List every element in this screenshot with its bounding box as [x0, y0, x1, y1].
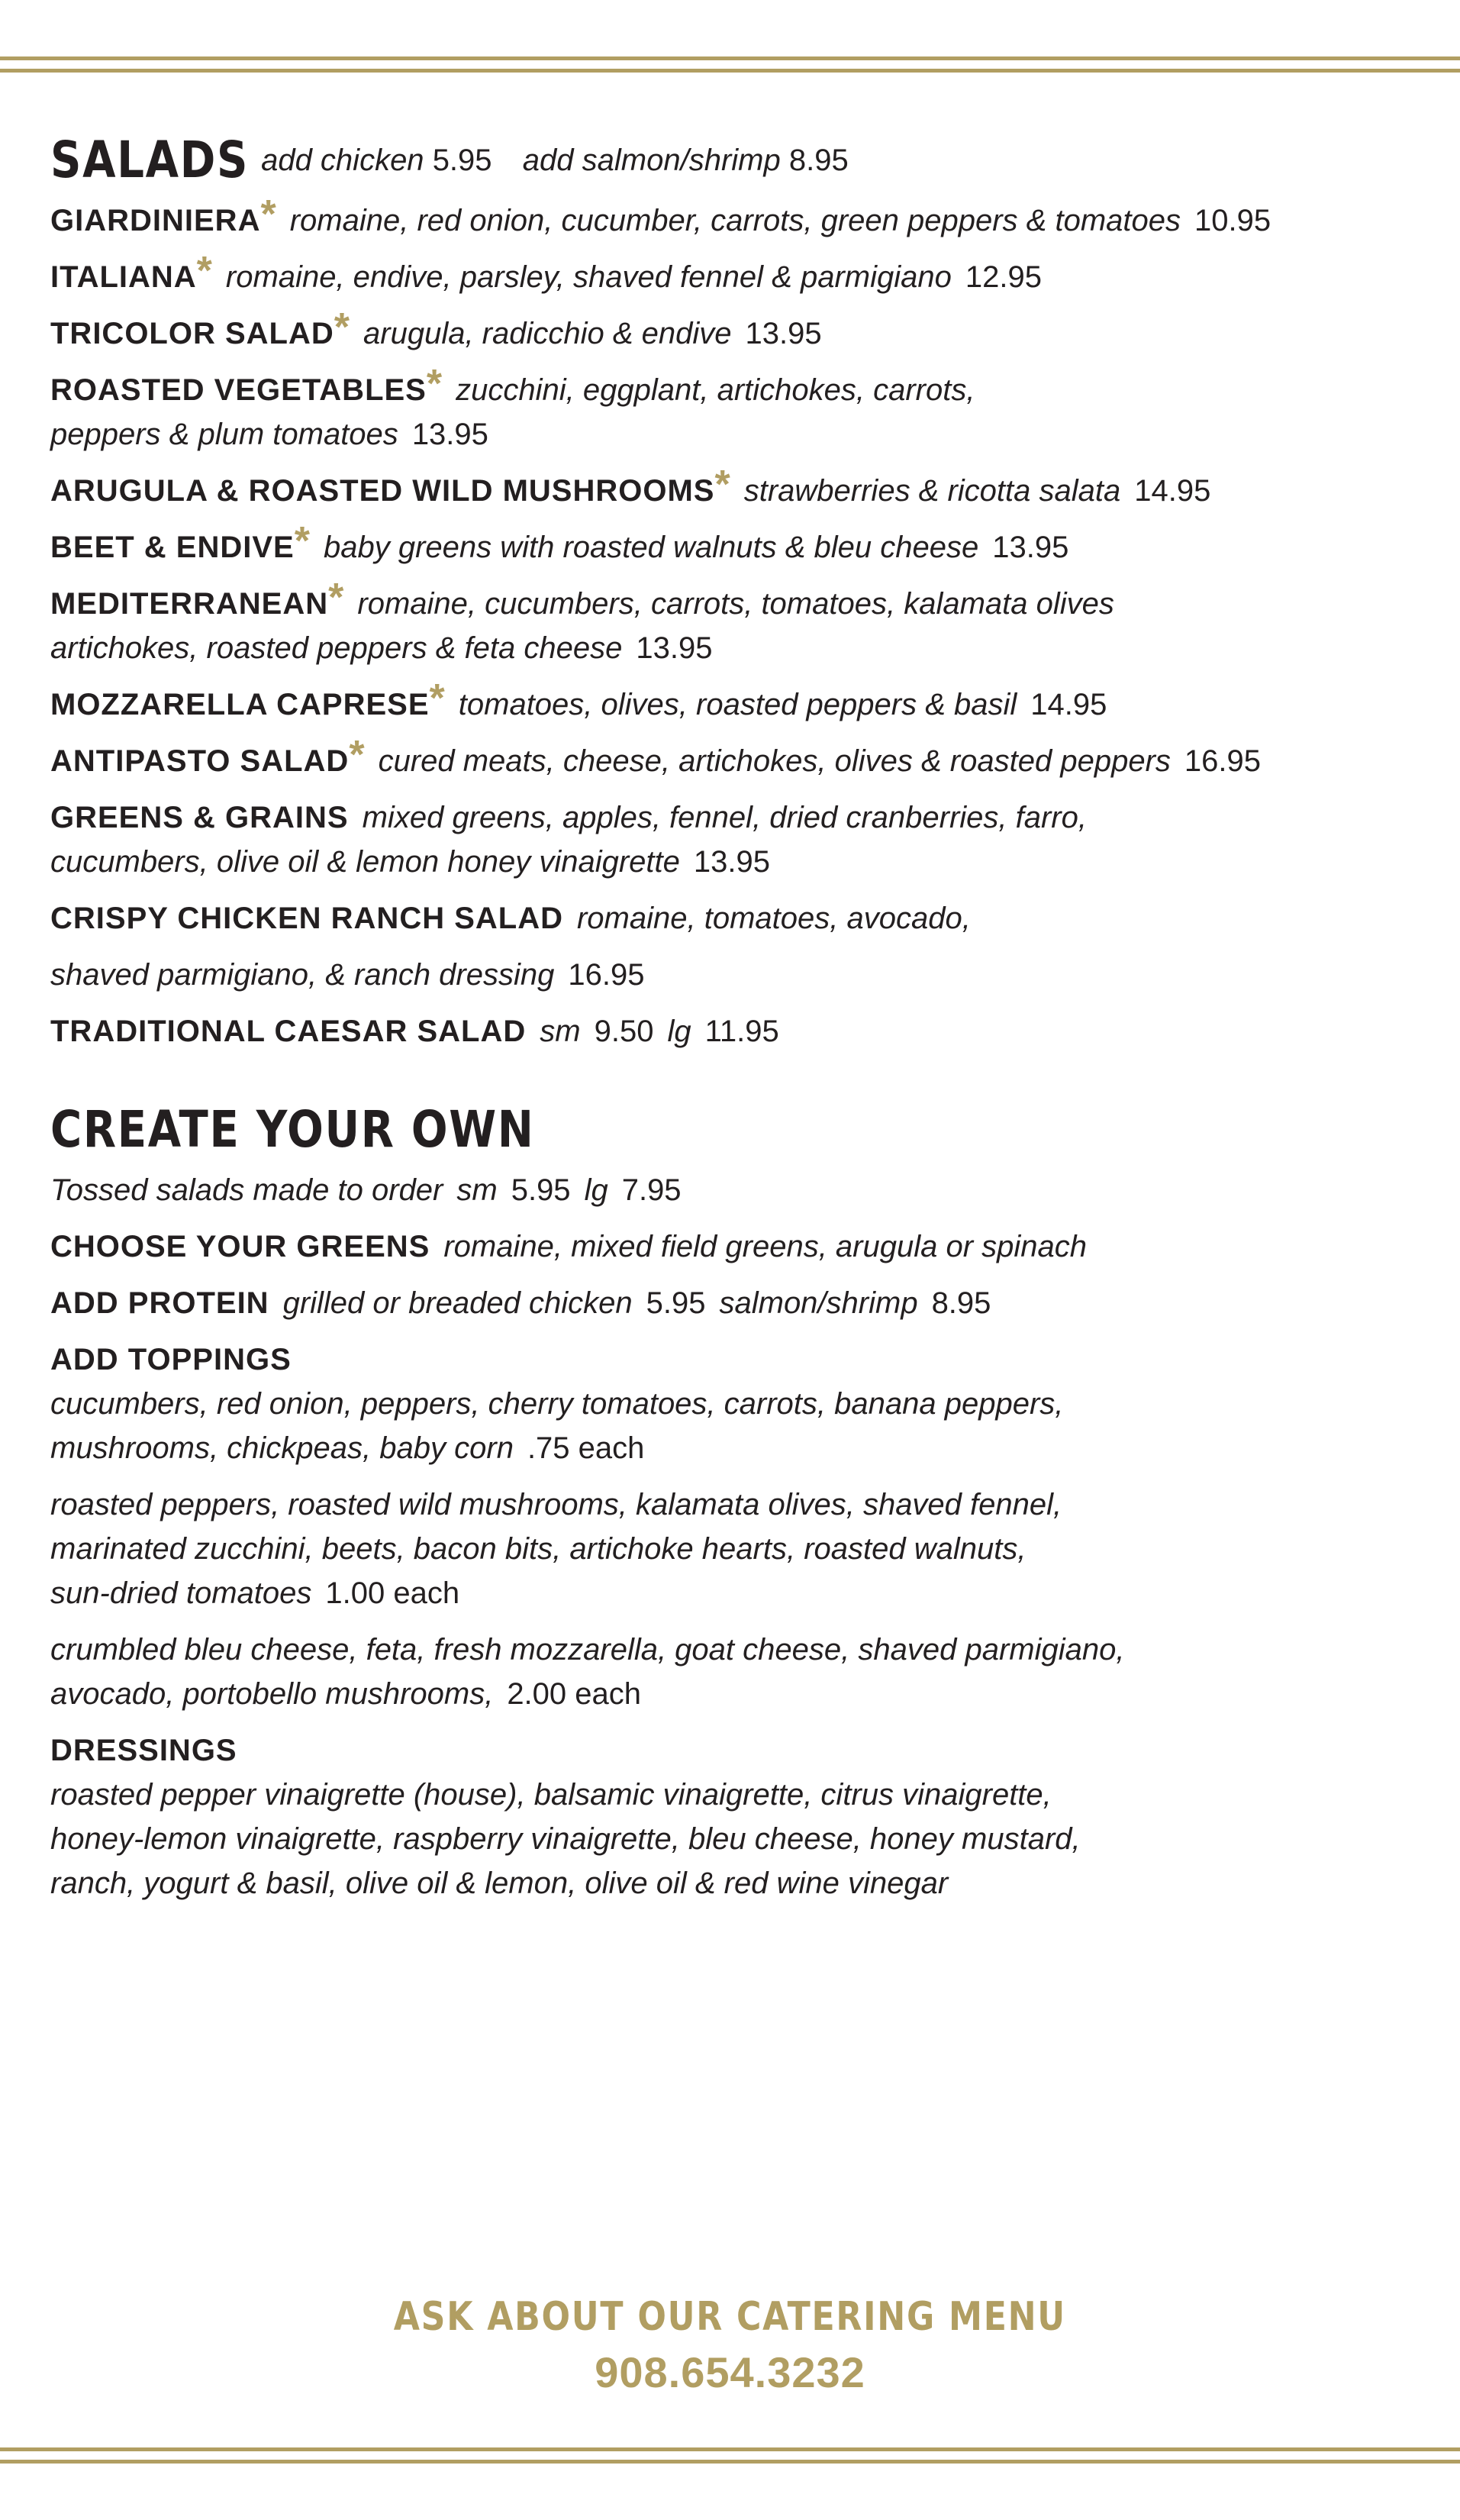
add-salmon-label: add salmon/shrimp: [522, 143, 781, 177]
topping-price: .75 each: [527, 1431, 645, 1465]
salad-price: 14.95: [1030, 688, 1107, 721]
salad-desc-cont: peppers & plum tomatoes: [50, 418, 398, 451]
salad-item: [50, 305, 1424, 356]
salad-price: 10.95: [1194, 204, 1271, 237]
salad-name: BEET & ENDIVE: [50, 531, 295, 564]
choose-greens: [50, 1225, 1424, 1269]
size-sm-label: sm: [540, 1015, 581, 1048]
topping-line: roasted peppers, roasted wild mushrooms, kalamata olives, shaved fennel,: [50, 1488, 1062, 1521]
star-icon: *: [334, 305, 350, 350]
salad-desc: arugula, radicchio & endive: [363, 317, 732, 350]
protein-chicken-price: 5.95: [646, 1286, 706, 1320]
salad-price: 13.95: [992, 531, 1069, 564]
topping-line: cucumbers, red onion, peppers, cherry tomatoes, carrots, banana peppers,: [50, 1387, 1064, 1421]
salad-name: TRADITIONAL CAESAR SALAD: [50, 1015, 527, 1048]
salad-price: 13.95: [745, 317, 822, 350]
topping-line: avocado, portobello mushrooms,: [50, 1677, 494, 1711]
salad-name: ROASTED VEGETABLES: [50, 373, 427, 407]
star-icon: *: [429, 676, 445, 721]
salad-name: MOZZARELLA CAPRESE: [50, 688, 430, 721]
dressing-line: honey-lemon vinaigrette, raspberry vinaigrette, bleu cheese, honey mustard,: [50, 1822, 1081, 1856]
salad-desc: mixed greens, apples, fennel, dried cranberries, farro,: [362, 801, 1087, 834]
star-icon: *: [294, 519, 310, 563]
salad-price: 13.95: [636, 631, 713, 665]
star-icon: *: [196, 249, 212, 293]
topping-price: 1.00 each: [325, 1576, 460, 1610]
salad-price: 16.95: [568, 958, 645, 992]
star-icon: *: [260, 192, 276, 237]
star-icon: *: [714, 463, 730, 507]
salad-item: [50, 676, 1424, 727]
salad-desc: romaine, tomatoes, avocado,: [576, 902, 971, 935]
top-rule-2: [0, 69, 1460, 73]
topping-line: marinated zucchini, beets, bacon bits, artichoke hearts, roasted walnuts,: [50, 1532, 1027, 1566]
salad-name: ITALIANA: [50, 260, 197, 294]
topping-line: crumbled bleu cheese, feta, fresh mozzarella, goat cheese, shaved parmigiano,: [50, 1633, 1125, 1667]
catering-cta: [0, 2294, 1460, 2340]
salad-desc: baby greens with roasted walnuts & bleu cheese: [323, 531, 979, 564]
salad-item: [50, 733, 1424, 783]
salad-name: GIARDINIERA: [50, 204, 261, 237]
salad-item: [50, 362, 1424, 457]
protein-chicken: grilled or breaded chicken: [282, 1286, 633, 1320]
star-icon: *: [328, 576, 344, 620]
salad-desc: zucchini, eggplant, artichokes, carrots,: [456, 373, 975, 407]
create-header: [50, 1092, 1424, 1168]
add-chicken-price: 5.95: [432, 143, 492, 177]
salad-price: 13.95: [411, 418, 488, 451]
salad-price: 13.95: [693, 845, 770, 879]
bottom-rule-1: [0, 2447, 1460, 2451]
add-salmon-price: 8.95: [788, 143, 849, 177]
star-icon: *: [349, 733, 365, 777]
menu-content: [50, 122, 1424, 1905]
dressings: [50, 1728, 1424, 1905]
salads-header: [50, 122, 1424, 198]
salad-desc: strawberries & ricotta salata: [743, 474, 1121, 508]
salad-desc: romaine, cucumbers, carrots, tomatoes, kalamata olives: [357, 587, 1114, 621]
size-sm-price: 5.95: [511, 1173, 571, 1207]
catering-cta-text: ASK ABOUT OUR CATERING MENU: [393, 2294, 1067, 2340]
top-rule-1: [0, 56, 1460, 60]
create-intro-text: Tossed salads made to order: [50, 1173, 443, 1207]
salad-item: [50, 192, 1424, 243]
add-protein: [50, 1281, 1424, 1325]
salads-addons: [261, 144, 849, 178]
salad-price: 16.95: [1184, 744, 1261, 778]
add-toppings: [50, 1337, 1424, 1716]
create-intro: [50, 1168, 1424, 1212]
salads-title: SALADS: [50, 131, 250, 189]
salad-name: GREENS & GRAINS: [50, 801, 349, 834]
size-sm-price: 9.50: [594, 1015, 654, 1048]
phone-number: 908.654.3232: [595, 2348, 865, 2396]
salad-price: 14.95: [1134, 474, 1211, 508]
salad-desc: romaine, endive, parsley, shaved fennel & parmigiano: [225, 260, 952, 294]
salad-desc: romaine, red onion, cucumber, carrots, green peppers & tomatoes: [289, 204, 1181, 237]
salad-item: [50, 1009, 1424, 1053]
salad-name: TRICOLOR SALAD: [50, 317, 334, 350]
salad-item: [50, 896, 1424, 997]
salad-item: [50, 576, 1424, 670]
salad-desc: cured meats, cheese, artichokes, olives & roasted peppers: [378, 744, 1171, 778]
topping-group: [50, 1483, 1424, 1615]
protein-salmon-price: 8.95: [931, 1286, 991, 1320]
dressing-line: ranch, yogurt & basil, olive oil & lemon, olive oil & red wine vinegar: [50, 1867, 949, 1900]
toppings-label: ADD TOPPINGS: [50, 1343, 292, 1376]
topping-line: sun-dried tomatoes: [50, 1576, 312, 1610]
bottom-rule-2: [0, 2460, 1460, 2464]
salad-item: [50, 795, 1424, 884]
salad-name: CRISPY CHICKEN RANCH SALAD: [50, 902, 563, 935]
salad-name: ARUGULA & ROASTED WILD MUSHROOMS: [50, 474, 715, 508]
dressing-line: roasted pepper vinaigrette (house), balsamic vinaigrette, citrus vinaigrette,: [50, 1778, 1052, 1812]
protein-salmon: salmon/shrimp: [719, 1286, 918, 1320]
salad-desc: tomatoes, olives, roasted peppers & basil: [458, 688, 1017, 721]
topping-group: [50, 1628, 1424, 1716]
salad-desc-cont: cucumbers, olive oil & lemon honey vinaigrette: [50, 845, 680, 879]
size-lg-price: 11.95: [704, 1015, 779, 1048]
size-lg-label: lg: [584, 1173, 608, 1207]
add-chicken-label: add chicken: [261, 143, 424, 177]
dressings-label: DRESSINGS: [50, 1734, 237, 1767]
greens-desc: romaine, mixed field greens, arugula or spinach: [443, 1230, 1088, 1263]
size-sm-label: sm: [456, 1173, 498, 1207]
salad-price: 12.95: [965, 260, 1042, 294]
topping-line: mushrooms, chickpeas, baby corn: [50, 1431, 514, 1465]
topping-price: 2.00 each: [507, 1677, 642, 1711]
greens-label: CHOOSE YOUR GREENS: [50, 1230, 430, 1263]
salad-item: [50, 249, 1424, 299]
size-lg-price: 7.95: [621, 1173, 682, 1207]
topping-group: [50, 1382, 1424, 1470]
size-lg-label: lg: [667, 1015, 691, 1048]
protein-label: ADD PROTEIN: [50, 1286, 269, 1320]
star-icon: *: [426, 362, 443, 406]
salad-name: MEDITERRANEAN: [50, 587, 329, 621]
salad-desc-cont: artichokes, roasted peppers & feta cheese: [50, 631, 623, 665]
salad-item: [50, 463, 1424, 513]
salad-desc-cont: shaved parmigiano, & ranch dressing: [50, 958, 555, 992]
create-title: CREATE YOUR OWN: [50, 1100, 535, 1159]
salad-name: ANTIPASTO SALAD: [50, 744, 350, 778]
salad-item: [50, 519, 1424, 570]
